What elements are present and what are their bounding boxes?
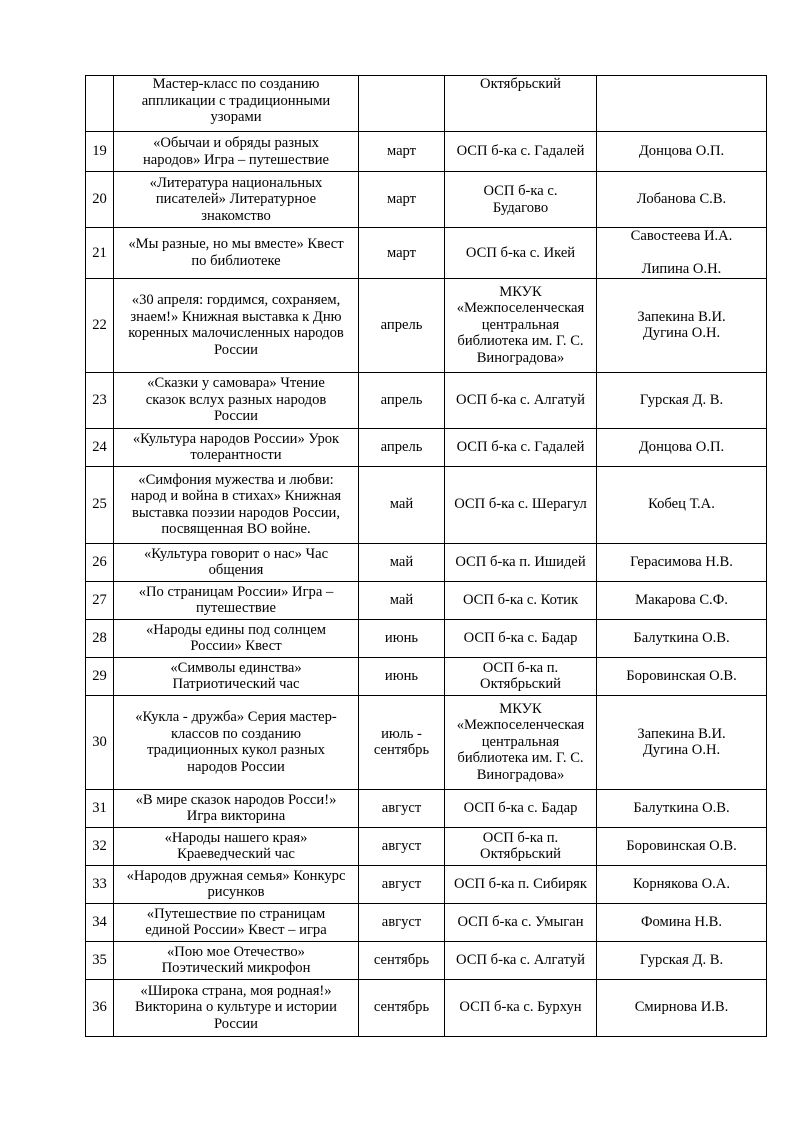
event-responsible: Гурская Д. В. [597, 941, 767, 979]
event-title: «Литература национальных писателей» Литературное знакомство [114, 172, 359, 228]
row-number: 21 [86, 228, 114, 279]
table-row [86, 428, 767, 466]
event-responsible: Боровинская О.В. [597, 657, 767, 695]
event-responsible: Боровинская О.В. [597, 827, 767, 865]
event-date: июнь [359, 657, 445, 695]
row-number: 25 [86, 466, 114, 543]
row-number [86, 76, 114, 132]
row-number: 34 [86, 903, 114, 941]
event-title: «Сказки у самовара» Чтение сказок вслух разных народов России [114, 372, 359, 428]
event-title: «Символы единства» Патриотический час [114, 657, 359, 695]
table-row [86, 941, 767, 979]
table-row [86, 76, 767, 132]
event-responsible: Балуткина О.В. [597, 789, 767, 827]
row-number: 31 [86, 789, 114, 827]
row-number: 24 [86, 428, 114, 466]
event-place: ОСП б-ка с. Алгатуй [445, 941, 597, 979]
table-row [86, 789, 767, 827]
event-title: «Народы едины под солнцем России» Квест [114, 619, 359, 657]
event-responsible [597, 76, 767, 132]
event-responsible: Донцова О.П. [597, 428, 767, 466]
event-date: июнь [359, 619, 445, 657]
table-row [86, 228, 767, 279]
event-place: ОСП б-ка п. Октябрьский [445, 657, 597, 695]
event-responsible: Балуткина О.В. [597, 619, 767, 657]
table-row [86, 278, 767, 372]
row-number: 29 [86, 657, 114, 695]
event-date: сентябрь [359, 979, 445, 1036]
event-place: ОСП б-ка с. Бадар [445, 789, 597, 827]
events-table [85, 75, 767, 1037]
event-title: «Обычаи и обряды разных народов» Игра – путешествие [114, 132, 359, 172]
table-row [86, 619, 767, 657]
row-number: 36 [86, 979, 114, 1036]
event-place: Октябрьский [445, 76, 597, 132]
event-title: «По страницам России» Игра – путешествие [114, 581, 359, 619]
table-row [86, 132, 767, 172]
event-place: ОСП б-ка с. Гадалей [445, 428, 597, 466]
event-responsible: Гурская Д. В. [597, 372, 767, 428]
event-title: «Симфония мужества и любви: народ и война в стихах» Книжная выставка поэзии народов России, посвященная ВО войне. [114, 466, 359, 543]
row-number: 27 [86, 581, 114, 619]
event-place: МКУК «Межпоселенческая центральная библиотека им. Г. С. Виноградова» [445, 278, 597, 372]
event-title: «Пою мое Отечество» Поэтический микрофон [114, 941, 359, 979]
event-title: «Культура говорит о нас» Час общения [114, 543, 359, 581]
table-row [86, 903, 767, 941]
table-row [86, 466, 767, 543]
event-title: «Народы нашего края» Краеведческий час [114, 827, 359, 865]
event-title: «Культура народов России» Урок толерантности [114, 428, 359, 466]
event-responsible: Донцова О.П. [597, 132, 767, 172]
event-responsible: Макарова С.Ф. [597, 581, 767, 619]
event-place: ОСП б-ка с. Бадар [445, 619, 597, 657]
event-responsible: Савостеева И.А. Липина О.Н. [597, 228, 767, 279]
event-responsible: Запекина В.И. Дугина О.Н. [597, 695, 767, 789]
event-place: ОСП б-ка п. Ишидей [445, 543, 597, 581]
row-number: 26 [86, 543, 114, 581]
row-number: 35 [86, 941, 114, 979]
table-row [86, 827, 767, 865]
event-place: ОСП б-ка с. Икей [445, 228, 597, 279]
event-date: май [359, 581, 445, 619]
event-date: март [359, 132, 445, 172]
event-place: ОСП б-ка с. Будагово [445, 172, 597, 228]
event-date: август [359, 903, 445, 941]
event-title: Мастер-класс по созданию аппликации с традиционными узорами [114, 76, 359, 132]
event-place: ОСП б-ка с. Котик [445, 581, 597, 619]
row-number: 20 [86, 172, 114, 228]
events-table-body [86, 76, 767, 1037]
event-date: апрель [359, 372, 445, 428]
event-place: ОСП б-ка с. Гадалей [445, 132, 597, 172]
event-date: август [359, 789, 445, 827]
event-title: «В мире сказок народов Росси!» Игра викторина [114, 789, 359, 827]
row-number: 22 [86, 278, 114, 372]
table-row [86, 581, 767, 619]
event-title: «Путешествие по страницам единой России» Квест – игра [114, 903, 359, 941]
event-date: август [359, 827, 445, 865]
event-date: июль - сентябрь [359, 695, 445, 789]
table-row [86, 172, 767, 228]
event-responsible: Кобец Т.А. [597, 466, 767, 543]
event-date: август [359, 865, 445, 903]
event-date [359, 76, 445, 132]
event-place: ОСП б-ка п. Октябрьский [445, 827, 597, 865]
event-title: «Широка страна, моя родная!» Викторина о культуре и истории России [114, 979, 359, 1036]
row-number: 23 [86, 372, 114, 428]
table-row [86, 543, 767, 581]
event-place: ОСП б-ка с. Умыган [445, 903, 597, 941]
table-row [86, 979, 767, 1036]
event-place: ОСП б-ка с. Шерагул [445, 466, 597, 543]
event-responsible: Фомина Н.В. [597, 903, 767, 941]
event-title: «Народов дружная семья» Конкурс рисунков [114, 865, 359, 903]
event-responsible: Смирнова И.В. [597, 979, 767, 1036]
event-responsible: Герасимова Н.В. [597, 543, 767, 581]
event-responsible: Корнякова О.А. [597, 865, 767, 903]
row-number: 33 [86, 865, 114, 903]
event-title: «30 апреля: гордимся, сохраняем, знаем!» Книжная выставка к Дню коренных малочисленных народов России [114, 278, 359, 372]
event-date: апрель [359, 428, 445, 466]
event-place: МКУК «Межпоселенческая центральная библиотека им. Г. С. Виноградова» [445, 695, 597, 789]
event-responsible: Запекина В.И. Дугина О.Н. [597, 278, 767, 372]
table-row [86, 695, 767, 789]
event-place: ОСП б-ка с. Бурхун [445, 979, 597, 1036]
table-row [86, 657, 767, 695]
row-number: 19 [86, 132, 114, 172]
event-date: май [359, 543, 445, 581]
event-title: «Мы разные, но мы вместе» Квест по библиотеке [114, 228, 359, 279]
event-date: март [359, 228, 445, 279]
event-date: май [359, 466, 445, 543]
event-responsible: Лобанова С.В. [597, 172, 767, 228]
event-place: ОСП б-ка п. Сибиряк [445, 865, 597, 903]
event-date: март [359, 172, 445, 228]
event-date: сентябрь [359, 941, 445, 979]
row-number: 28 [86, 619, 114, 657]
row-number: 30 [86, 695, 114, 789]
table-row [86, 372, 767, 428]
event-date: апрель [359, 278, 445, 372]
event-place: ОСП б-ка с. Алгатуй [445, 372, 597, 428]
row-number: 32 [86, 827, 114, 865]
event-title: «Кукла - дружба» Серия мастер- классов по созданию традиционных кукол разных народов России [114, 695, 359, 789]
table-row [86, 865, 767, 903]
